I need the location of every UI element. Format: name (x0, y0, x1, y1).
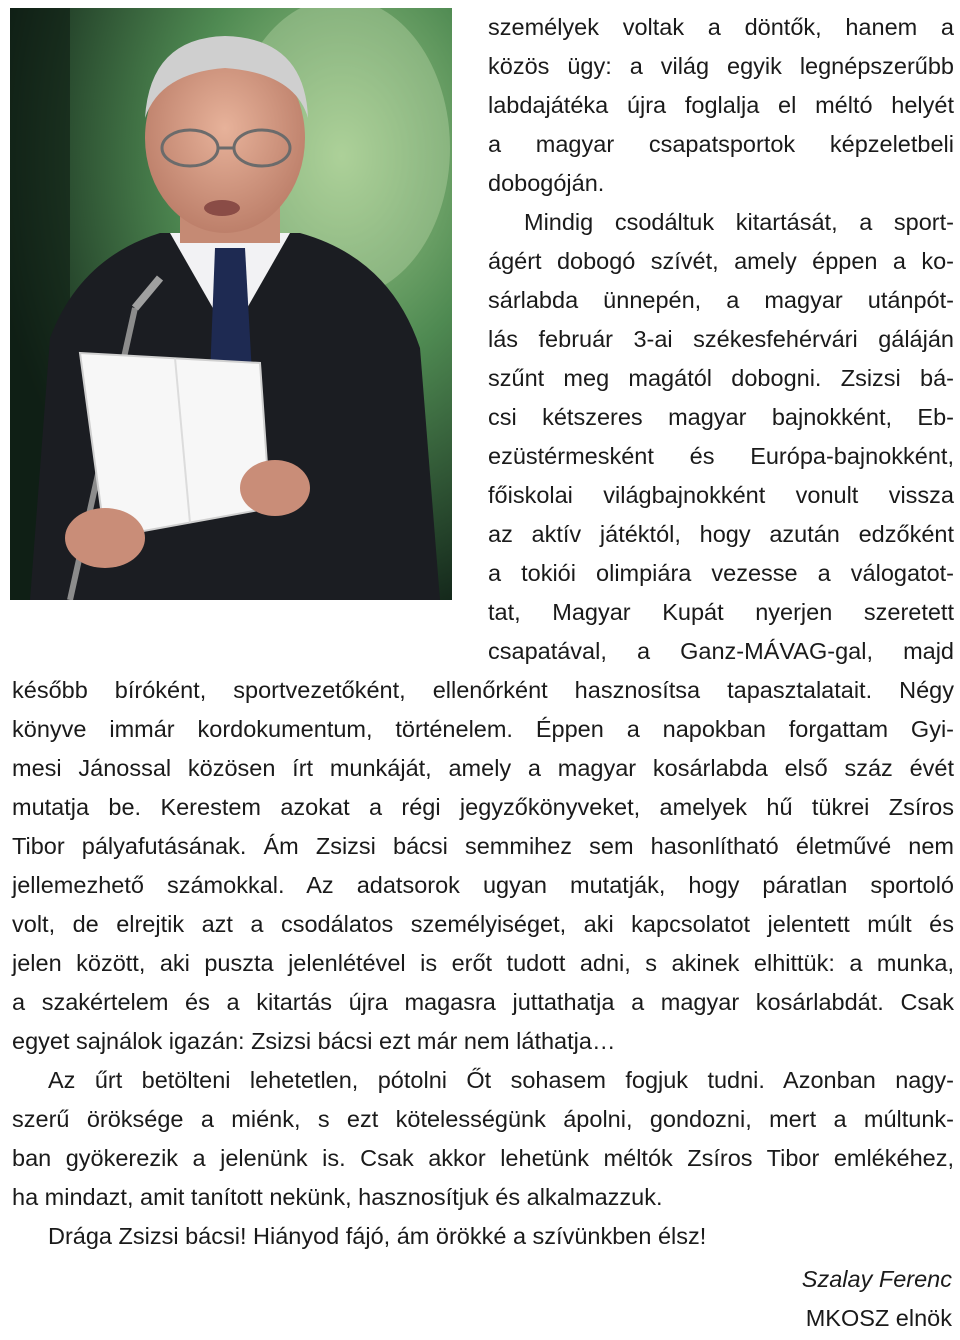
paragraph-line: később bíróként, sportvezetőként, ellenőrként hasznosítsa tapasztalatait. Négy (12, 677, 954, 703)
paragraph-line: közös ügy: a világ egyik legnépszerűbb (488, 53, 954, 79)
paragraph-line: mutatja be. Kerestem azokat a régi jegyzőkönyveket, amelyek hű tükrei Zsíros (12, 794, 954, 820)
paragraph-line: ágért dobogó szívét, amely éppen a ko- (488, 248, 954, 274)
paragraph-line: csapatával, a Ganz-MÁVAG-gal, majd (488, 638, 954, 664)
paragraph-line: egyet sajnálok igazán: Zsizsi bácsi ezt már nem láthatja… (12, 1028, 616, 1054)
paragraph-line: Tibor pályafutásának. Ám Zsizsi bácsi semmihez sem hasonlítható életművé nem (12, 833, 954, 859)
paragraph-line: volt, de elrejtik azt a csodálatos személyiséget, aki kapcsolatot jelentett múlt és (12, 911, 954, 937)
paragraph-line: könyve immár kordokumentum, történelem. Éppen a napokban forgattam Gyi- (12, 716, 954, 742)
paragraph-line: a szakértelem és a kitartás újra magasra juttathatja a magyar kosárlabdát. Csak (12, 989, 954, 1015)
paragraph-line: Az űrt betölteni lehetetlen, pótolni Őt sohasem fogjuk tudni. Azonban nagy- (48, 1067, 954, 1093)
paragraph-line: az aktív játéktól, hogy azután edzőként (488, 521, 954, 547)
paragraph-line: sárlabda ünnepén, a magyar utánpót- (488, 287, 954, 313)
paragraph-line: Mindig csodáltuk kitartását, a sport- (524, 209, 954, 235)
paragraph-line: jelen között, aki puszta jelenlétével is erőt tudott adni, s akinek elhittük: a munka, (12, 950, 954, 976)
signature-name: Szalay Ferenc (801, 1266, 952, 1292)
paragraph-line: ban gyökerezik a jelenünk is. Csak akkor lehetünk méltók Zsíros Tibor emlékéhez, (12, 1145, 954, 1171)
speaker-photo-drawing (10, 8, 452, 600)
paragraph-line: szerű öröksége a miénk, s ezt kötelességünk ápolni, gondozni, mert a múltunk- (12, 1106, 954, 1132)
paragraph-line: ha mindazt, amit tanított nekünk, hasznosítjuk és alkalmazzuk. (12, 1184, 663, 1210)
speaker-photo (10, 8, 452, 600)
paragraph-line: a magyar csapatsportok képzeletbeli (488, 131, 954, 157)
paragraph-line: a tokiói olimpiára vezesse a válogatot- (488, 560, 954, 586)
signature-title: MKOSZ elnök (805, 1305, 952, 1331)
paragraph-line: mesi Jánossal közösen írt munkáját, amely a magyar kosárlabda első száz évét (12, 755, 954, 781)
paragraph-line: főiskolai világbajnokként vonult vissza (488, 482, 954, 508)
paragraph-line: személyek voltak a döntők, hanem a (488, 14, 954, 40)
paragraph-line: csi kétszeres magyar bajnokként, Eb- (488, 404, 954, 430)
paragraph-line: lás február 3-ai székesfehérvári gáláján (488, 326, 954, 352)
paragraph-line: ezüstérmesként és Európa-bajnokként, (488, 443, 954, 469)
paragraph-line: Drága Zsizsi bácsi! Hiányod fájó, ám örökké a szívünkben élsz! (48, 1223, 707, 1249)
paragraph-line: szűnt meg magától dobogni. Zsizsi bá- (488, 365, 954, 391)
paragraph-line: tat, Magyar Kupát nyerjen szeretett (488, 599, 954, 625)
paragraph-line: dobogóján. (488, 170, 605, 196)
paragraph-line: labdajátéka újra foglalja el méltó helyét (488, 92, 954, 118)
paragraph-line: jellemezhető számokkal. Az adatsorok ugyan mutatják, hogy páratlan sportoló (12, 872, 954, 898)
